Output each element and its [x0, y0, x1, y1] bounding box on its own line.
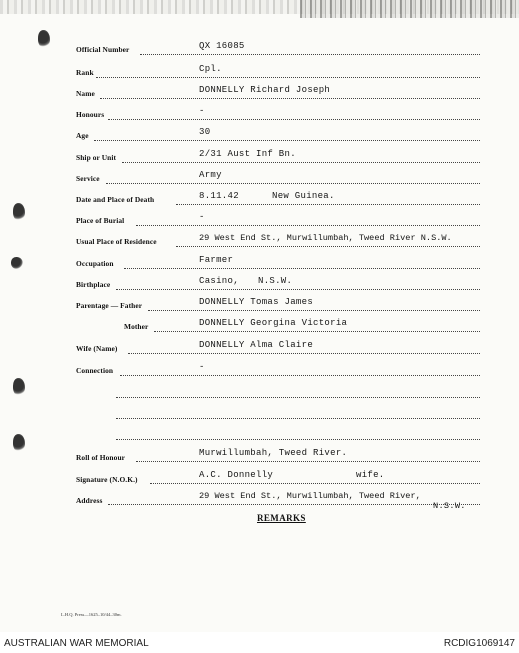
field-value: Casino, — [199, 276, 239, 286]
field-value: - — [199, 212, 205, 222]
dotted-line — [148, 310, 480, 311]
field-label: Wife (Name) — [76, 344, 118, 353]
field-value: DONNELLY Alma Claire — [199, 340, 314, 350]
field-row-age — [0, 127, 519, 141]
footer-record-id: RCDIG1069147 — [443, 638, 515, 649]
field-value-secondary: N.S.W. — [258, 276, 293, 286]
field-label: Parentage — Father — [76, 301, 143, 310]
dotted-line — [136, 225, 480, 226]
dotted-line-blank — [116, 397, 480, 398]
field-label: Official Number — [76, 45, 130, 54]
field-label: Ship or Unit — [76, 153, 117, 162]
dotted-line-blank — [116, 439, 480, 440]
dotted-line — [116, 289, 480, 290]
field-value: - — [199, 362, 205, 372]
field-label: Usual Place of Residence — [76, 237, 157, 246]
field-label: Connection — [76, 366, 114, 375]
field-row-place-of-burial — [0, 212, 519, 226]
dotted-line — [108, 119, 480, 120]
dotted-line — [96, 77, 480, 78]
dotted-line — [140, 54, 480, 55]
field-value: Cpl. — [199, 64, 222, 74]
field-value-secondary: wife. — [356, 470, 385, 480]
field-row-mother — [0, 318, 519, 332]
dotted-line — [106, 183, 480, 184]
dotted-line — [176, 246, 480, 247]
field-value: A.C. Donnelly — [199, 470, 274, 480]
field-value-continuation: N.S.W. — [433, 501, 466, 511]
field-row-occupation — [0, 255, 519, 269]
dotted-line — [122, 162, 480, 163]
field-row-wife — [0, 340, 519, 354]
punch-hole-mark — [13, 378, 25, 396]
field-row-connection — [0, 362, 519, 376]
field-value: 29 West End St., Murwillumbah, Tweed River, — [199, 491, 421, 501]
field-value: Farmer — [199, 255, 234, 265]
field-row-ship-or-unit — [0, 149, 519, 163]
dotted-line — [108, 504, 480, 505]
field-row-signature — [0, 469, 519, 483]
field-row-service — [0, 170, 519, 184]
field-label: Place of Burial — [76, 216, 125, 225]
dotted-line — [128, 353, 480, 354]
field-value: - — [199, 106, 205, 116]
field-row-date-place-of-death — [0, 191, 519, 205]
field-value: 2/31 Aust Inf Bn. — [199, 149, 296, 159]
dotted-line — [94, 140, 480, 141]
footer-source: AUSTRALIAN WAR MEMORIAL — [4, 638, 149, 649]
field-value: 30 — [199, 127, 211, 137]
field-value: 8.11.42 — [199, 191, 239, 201]
scan-edge-band-dark — [300, 0, 519, 18]
field-label: Occupation — [76, 259, 114, 268]
dotted-line — [124, 268, 480, 269]
field-row-birthplace — [0, 276, 519, 290]
field-label: Address — [76, 496, 103, 505]
field-value: DONNELLY Tomas James — [199, 297, 314, 307]
dotted-line-blank — [116, 418, 480, 419]
dotted-line — [136, 461, 480, 462]
dotted-line — [120, 375, 480, 376]
dotted-line — [154, 331, 480, 332]
field-row-honours — [0, 106, 519, 120]
field-row-rank — [0, 64, 519, 78]
field-label: Date and Place of Death — [76, 195, 155, 204]
field-value-secondary: New Guinea. — [272, 191, 335, 201]
dotted-line — [150, 483, 480, 484]
field-label: Honours — [76, 110, 105, 119]
field-value: DONNELLY Richard Joseph — [199, 85, 331, 95]
field-label: Service — [76, 174, 100, 183]
field-row-name — [0, 85, 519, 99]
field-label: Birthplace — [76, 280, 111, 289]
field-value: 29 West End St., Murwillumbah, Tweed River N.S.W. — [199, 233, 452, 243]
field-label: Rank — [76, 68, 94, 77]
field-label: Mother — [124, 322, 149, 331]
field-label: Name — [76, 89, 95, 98]
field-label: Age — [76, 131, 89, 140]
field-value: DONNELLY Georgina Victoria — [199, 318, 348, 328]
field-row-roll-of-honour — [0, 447, 519, 461]
printer-note: L.H.Q. Press—1625–10/44–30m. — [61, 612, 122, 617]
dotted-line — [100, 98, 480, 99]
field-value: Murwillumbah, Tweed River. — [199, 448, 348, 458]
field-label: Signature (N.O.K.) — [76, 475, 138, 484]
field-label: Roll of Honour — [76, 453, 126, 462]
field-row-father — [0, 297, 519, 311]
field-row-usual-residence — [0, 233, 519, 247]
field-value: QX 16085 — [199, 41, 245, 51]
field-value: Army — [199, 170, 222, 180]
field-row-official-number — [0, 41, 519, 55]
dotted-line — [176, 204, 480, 205]
remarks-heading: REMARKS — [257, 513, 306, 523]
